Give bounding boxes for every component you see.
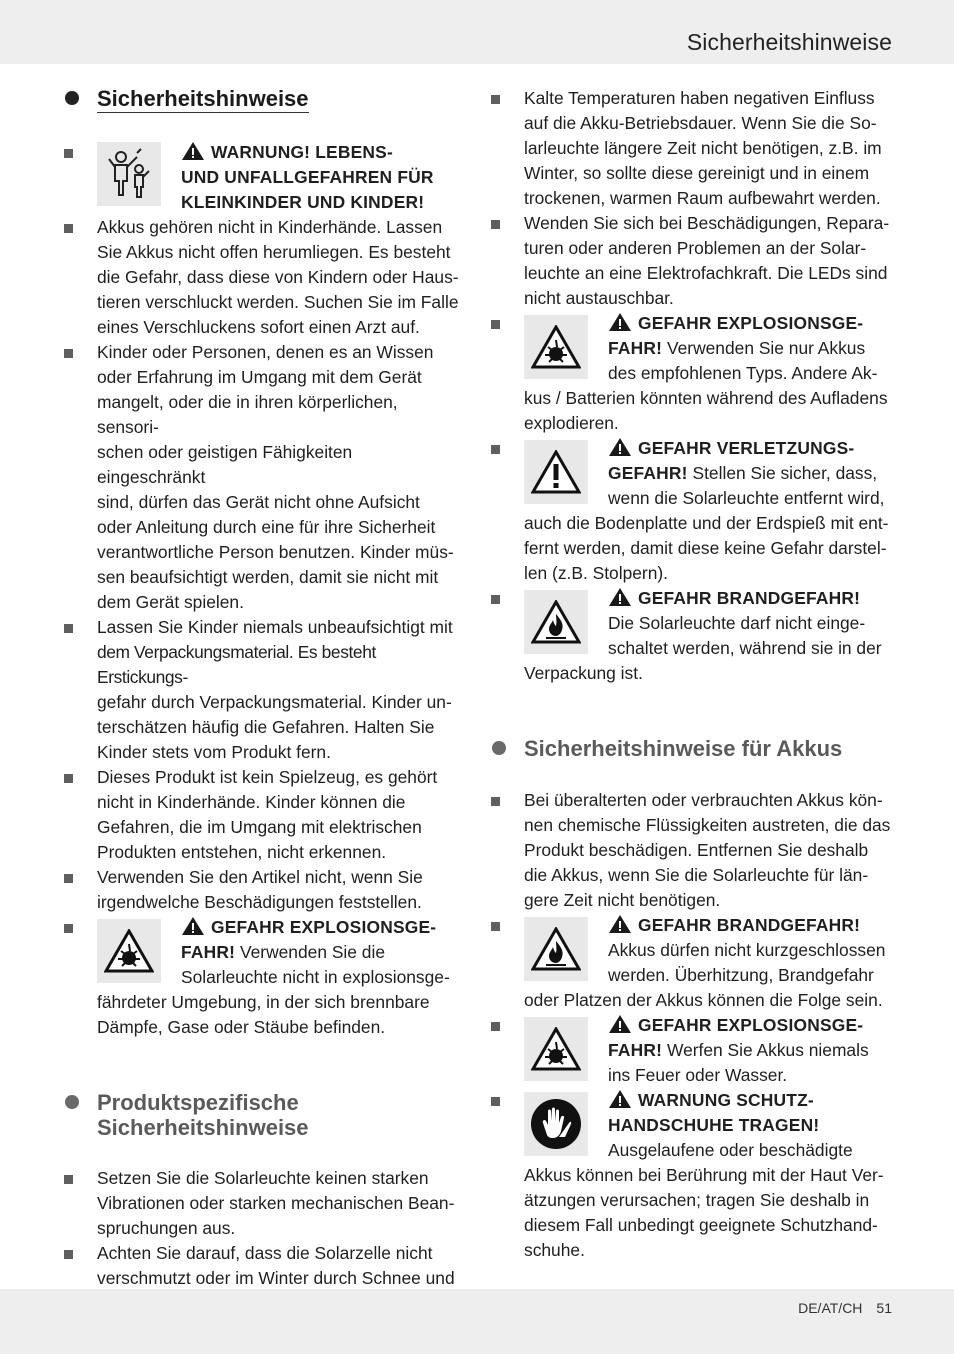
warning-triangle-icon — [181, 916, 205, 936]
warning-fire: GEFAHR BRANDGEFAHR! Die Solarleuchte darf nicht einge- schaltet werden, während sie in der Verpackung ist. — [489, 586, 891, 686]
bullet-icon — [64, 149, 73, 158]
bullet-icon — [64, 924, 73, 933]
list-item: Dieses Produkt ist kein Spielzeug, es gehört nicht in Kinderhände. Kinder können die Gefahren, die im Umgang mit elektrischen Produkten entstehen, nicht erkennen. — [62, 765, 464, 865]
heading-dot-icon — [65, 91, 79, 105]
fire-warning-icon — [524, 917, 588, 981]
gloves-mandatory-icon — [524, 1092, 588, 1156]
list-item: Setzen Sie die Solarleuchte keinen starken Vibrationen oder starken mechanischen Bean- spruchungen aus. — [62, 1166, 464, 1241]
list-item: Verwenden Sie den Artikel nicht, wenn Sie irgendwelche Beschädigungen feststellen. — [62, 865, 464, 915]
section-heading-product-specific: Produktspezifische Sicherheitshinweise — [62, 1090, 464, 1140]
heading-dot-icon — [492, 741, 506, 755]
bullet-icon — [64, 1175, 73, 1184]
bullet-icon — [64, 1250, 73, 1259]
bullet-icon — [64, 874, 73, 883]
explosion-warning-icon — [524, 1017, 588, 1081]
warning-triangle-icon — [608, 1014, 632, 1034]
list-item: Kalte Temperaturen haben negativen Einfluss auf die Akku-Betriebsdauer. Wenn Sie die So- larleuchte längere Zeit nicht benötigen, z.B. im Winter, so sollte diese gereinigt und in einem trockenen, warmen Raum aufbewahrt werden. — [489, 86, 891, 211]
warning-fire-akkus: GEFAHR BRANDGEFAHR! Akkus dürfen nicht kurzgeschlossen werden. Überhitzung, Brandgefahr oder Platzen der Akkus können die Folge sein. — [489, 913, 891, 1013]
bullet-icon — [491, 95, 500, 104]
page-header-title: Sicherheitshinweise — [686, 29, 892, 55]
warning-explosion: GEFAHR EXPLOSIONSGE- FAHR! Verwenden Sie die Solarleuchte nicht in explosionsge- fährdeter Umgebung, in der sich brennbare Dämpfe, Gase oder Stäube befinden. — [62, 915, 464, 1040]
page-number: 51 — [876, 1300, 892, 1316]
bullet-icon — [491, 797, 500, 806]
footer-band — [0, 1289, 954, 1354]
bullet-icon — [64, 624, 73, 633]
list-item: Akkus gehören nicht in Kinderhände. Lassen Sie Akkus nicht offen herumliegen. Es besteht die Gefahr, dass diese von Kindern oder Haus- tieren verschluckt werden. Suchen Sie im Falle eines Verschluckens sofort einen Arzt auf. — [62, 215, 464, 340]
explosion-warning-icon — [524, 315, 588, 379]
list-item: Achten Sie darauf, dass die Solarzelle nicht verschmutzt oder im Winter durch Schnee und — [62, 1241, 464, 1341]
general-warning-icon — [524, 440, 588, 504]
bullet-icon — [491, 1097, 500, 1106]
bullet-icon — [64, 774, 73, 783]
warning-children: WARNUNG! LEBENS- UND UNFALLGEFAHREN FÜR KLEINKINDER UND KINDER! — [62, 140, 464, 215]
bullet-icon — [64, 349, 73, 358]
fire-warning-icon — [524, 590, 588, 654]
section-heading-safety: Sicherheitshinweise — [62, 86, 464, 113]
warning-explosion-water: GEFAHR EXPLOSIONSGE- FAHR! Werfen Sie Akkus niemals ins Feuer oder Wasser. — [489, 1013, 891, 1088]
warning-triangle-icon — [608, 587, 632, 607]
bullet-icon — [491, 220, 500, 229]
footer-region: DE/AT/CH — [798, 1300, 863, 1316]
bullet-icon — [491, 320, 500, 329]
warning-triangle-icon — [181, 141, 205, 161]
warning-triangle-icon — [608, 914, 632, 934]
warning-injury: GEFAHR VERLETZUNGS- GEFAHR! Stellen Sie sicher, dass, wenn die Solarleuchte entfernt wird, auch die Bodenplatte und der Erdspieß mit ent- fernt werden, damit diese keine Gefahr darstel- len (z.B. Stolpern). — [489, 436, 891, 586]
list-item: Bei überalterten oder verbrauchten Akkus kön- nen chemische Flüssigkeiten austreten, die das Produkt beschädigen. Entfernen Sie deshalb die Akkus, wenn Sie die Solarleuchte für län- gere Zeit nicht benötigen. — [489, 788, 891, 913]
list-item: Wenden Sie sich bei Beschädigungen, Repara- turen oder anderen Problemen an der Solar- leuchte an eine Elektrofachkraft. Die LEDs sind nicht austauschbar. — [489, 211, 891, 311]
right-column — [489, 86, 891, 1263]
heading-dot-icon — [65, 1095, 79, 1109]
list-item: Kinder oder Personen, denen es an Wissen oder Erfahrung im Umgang mit dem Gerät mangelt, oder die in ihren körperlichen, sensori- schen oder geistigen Fähigkeiten eingeschränkt sind, dürfen das Gerät nicht ohne Aufsicht oder Anleitung durch eine für ihre Sicherheit verantwortliche Person benutzen. Kinder müs- sen beaufsichtigt werden, damit sie nicht mit dem Gerät spielen. — [62, 340, 464, 615]
bullet-icon — [491, 445, 500, 454]
list-item: Lassen Sie Kinder niemals unbeaufsichtigt mit dem Verpackungsmaterial. Es besteht Erstickungs- gefahr durch Verpackungsmaterial. Kinder un- terschätzen häufig die Gefahren. Halten Sie Kinder stets vom Produkt fern. — [62, 615, 464, 765]
warning-gloves: WARNUNG SCHUTZ- HANDSCHUHE TRAGEN! Ausgelaufene oder beschädigte Akkus können bei Berührung mit der Haut Ver- ätzungen verursachen; tragen Sie deshalb in diesem Fall unbedingt geeignete Schutzhand- schuhe. — [489, 1088, 891, 1263]
page-footer — [798, 1300, 892, 1316]
bullet-icon — [491, 1022, 500, 1031]
bullet-icon — [491, 922, 500, 931]
warning-triangle-icon — [608, 312, 632, 332]
bullet-icon — [64, 224, 73, 233]
warning-explosion-akkus: GEFAHR EXPLOSIONSGE- FAHR! Verwenden Sie nur Akkus des empfohlenen Typs. Andere Ak- kus / Batterien könnten während des Aufladens explodieren. — [489, 311, 891, 436]
explosion-warning-icon — [97, 919, 161, 983]
left-column — [62, 86, 464, 1341]
warning-triangle-icon — [608, 437, 632, 457]
child-warning-icon — [97, 142, 161, 206]
section-heading-akkus: Sicherheitshinweise für Akkus — [489, 736, 891, 761]
bullet-icon — [491, 595, 500, 604]
warning-triangle-icon — [608, 1089, 632, 1109]
